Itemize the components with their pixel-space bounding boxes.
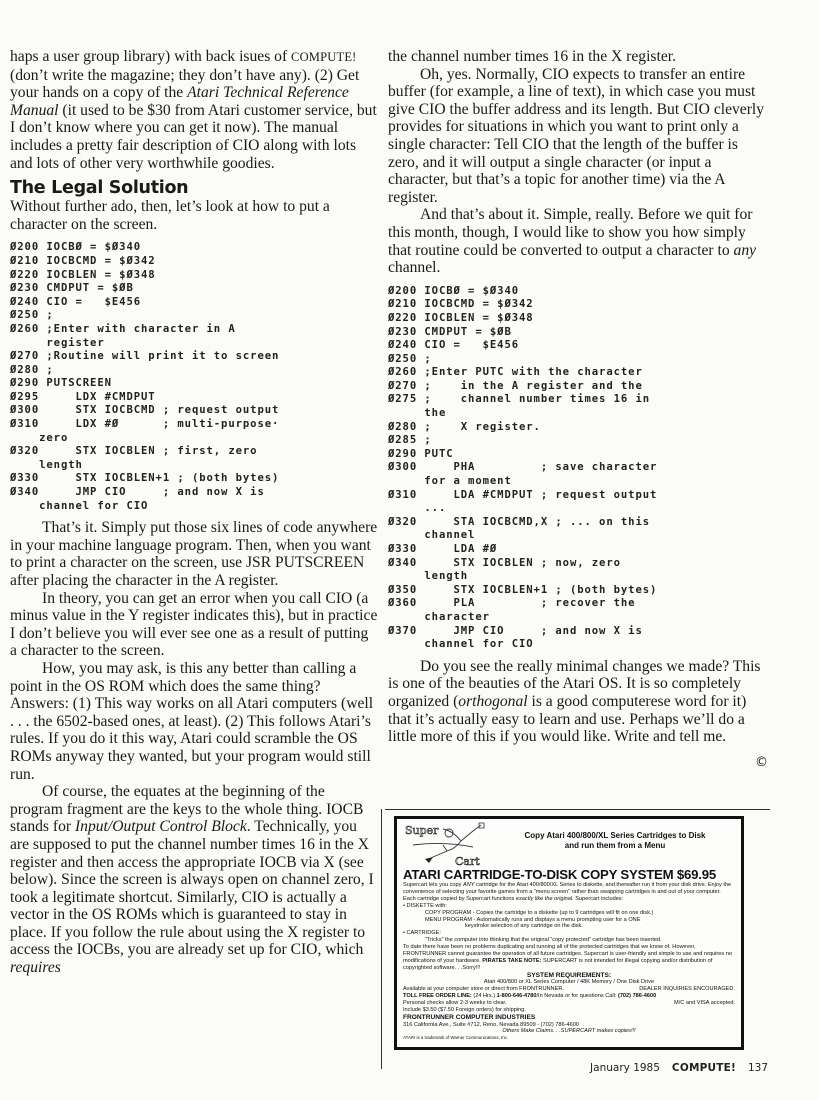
code-line: Ø240 CIO = $E456 (10, 295, 142, 308)
tagline-line: Copy Atari 400/800/XL Series Cartridges to Disk (524, 831, 706, 840)
code-listing (10, 241, 378, 513)
tagline-line: and run them from a Menu (564, 841, 666, 850)
code-line: the (388, 407, 447, 420)
text: channel. (388, 259, 441, 277)
code-line: Ø275 ; channel number times 16 in (388, 393, 651, 406)
code-listing (388, 285, 768, 652)
text: (don’t write the magazine; they don’t have any). (2) Get your hands on a copy of the (10, 66, 360, 102)
code-line: Ø210 IOCBCMD = $Ø342 (10, 254, 156, 267)
code-line: Ø370 JMP CIO ; and now X is (388, 624, 643, 637)
magazine-name: COMPUTE! (291, 50, 357, 64)
code-line: Ø310 LDA #CMDPUT ; request output (388, 488, 658, 501)
text: (24 Hrs.) (471, 993, 497, 1000)
text: haps a user group library) with back isues of (10, 48, 292, 65)
italic-term: Input/Output Control Block (74, 818, 247, 836)
code-line: Ø230 CMDPUT = $ØB (10, 282, 134, 295)
ad-trademark: ATARI is a trademark of Warner Communications, Inc. (403, 1035, 509, 1041)
paragraph: How, you may ask, is this any better than calling a point in the OS ROM which does the same thing? Answers: (1) This way works on all Atari computers (well . . . the 6502-based ones, at least). (2) This follows Atari’s rules. If you do it this way, Atari could scramble the OS ROMs anyway they wanted, but your program would still run. (10, 659, 374, 783)
ad-order-line (403, 993, 735, 1000)
code-line: length (10, 458, 83, 471)
ad-bullet: • CARTRIDGE: (403, 930, 441, 937)
code-line: Ø300 PHA ; save character (388, 461, 658, 474)
superhero-icon (403, 821, 495, 867)
code-line: register (10, 336, 105, 349)
ad-intro (403, 882, 735, 903)
ad-requirements: Atari 400/800 or XL Series Computer / 48K Memory / One Disk Drive (483, 979, 655, 986)
code-line: Ø270 ;Routine will print it to screen (10, 350, 280, 363)
code-line: Ø210 IOCBCMD = $Ø342 (388, 298, 534, 311)
italic-term: requires (10, 959, 61, 977)
page-number: 137 (747, 1062, 768, 1074)
paragraph: That’s it. Simply put those six lines of code anywhere in your machine language program. Then, when you want to print a character on the screen, use JSR PUTSCREEN after placing the character in the A register. (10, 519, 378, 589)
code-line: Ø250 ; (10, 309, 54, 322)
text: Supercart lets you copy (403, 882, 464, 888)
code-line: Ø270 ; in the A register and the (388, 379, 643, 392)
text: SUPERCART is not intended for illegal copying and/or distribution of copyrighted software. . .Sorry!!! (403, 957, 713, 971)
code-line: Ø360 PLA ; recover the (388, 597, 636, 610)
paragraph: the channel number times 16 in the X register. (388, 48, 676, 65)
code-line: Ø240 CIO = $E456 (388, 339, 520, 352)
code-line: Ø295 LDX #CMDPUT (10, 390, 156, 403)
section-heading: The Legal Solution (10, 178, 189, 199)
ad-payment (403, 1000, 735, 1007)
text: And that’s about it. Simple, really. Before we quit for this month, though, I would like to show you how simply that routine could be converted to output a character to (388, 206, 753, 259)
left-column (10, 48, 378, 977)
text: Of course, the equates at the beginning of the program fragment are the keys to the whole thing. IOCB stands for (10, 783, 364, 836)
ad-headline: ATARI CARTRIDGE-TO-DISK COPY SYSTEM $69.95 (403, 867, 717, 882)
right-column (388, 48, 768, 770)
code-line: Ø340 JMP CIO ; and now X is (10, 486, 265, 499)
ad-body (403, 882, 735, 1041)
ad-shipping: Include $3.50 ($7.50 Foreign orders) for shipping. (403, 1007, 526, 1013)
code-line: Ø330 LDA #Ø (388, 543, 498, 555)
ad-subitem: keystroke selection of any cartridge on the disk. (465, 923, 583, 930)
code-line: length (388, 570, 469, 583)
code-line: Ø330 STX IOCBLEN+1 ; (both bytes) (10, 472, 280, 485)
code-line: character (388, 610, 490, 623)
code-line: Ø200 IOCBØ = $Ø340 (10, 241, 142, 254)
text: To date there have been no problems duplicating and running all of the protected cartridges that we know of. However, FRONTRUNNER cannot guarantee the operation of all future cartridges. Supercart is user-friendly and simple to use and requires no modifications of your hardware. (403, 944, 732, 964)
ad-tagline (495, 821, 735, 867)
code-line: Ø320 STX IOCBLEN ; first, zero (10, 445, 258, 458)
paragraph (388, 206, 768, 276)
code-line: Ø290 PUTC (388, 447, 454, 460)
italic-term: any (733, 241, 757, 259)
code-line: Ø310 LDX #Ø ; multi-purpose· (10, 418, 280, 431)
advertisement (394, 816, 744, 1050)
paragraph: Oh, yes. Normally, CIO expects to transfer an entire buffer (for example, a line of text), in which case you must give CIO the buffer address and its length. But CIO cleverly provides for situations in which you want to print only a single character: Tell CIO that the length of the buffer is zero, and it will output a single character (or input a character, but that’s a topic for another time) via the A register. (388, 65, 765, 206)
ad-address: 316 California Ave., Suite #712, Reno, Nevada 89509 - (702) 786-4600 (403, 1021, 579, 1028)
paragraph (10, 48, 378, 172)
text: /In Nevada or for questions Call: (536, 993, 618, 1000)
code-line: zero (10, 431, 69, 444)
divider (385, 809, 770, 810)
ad-company: FRONTRUNNER COMPUTER INDUSTRIES (403, 1013, 536, 1021)
supercart-logo (403, 821, 495, 867)
ad-subitem: COPY PROGRAM - Copies the cartridge to a diskette (up to 9 cartridges will fit on one disk.) (425, 909, 654, 916)
logo-word-cart: Cart (455, 855, 480, 867)
code-line: Ø220 IOCBLEN = $Ø348 (10, 268, 156, 281)
issue-date: January 1985 (590, 1062, 660, 1074)
text: TOLL FREE ORDER LINE: (403, 993, 472, 1000)
text: exactly like the original. (515, 895, 574, 902)
phone-number: 1-800-646-4780 (496, 993, 537, 1000)
code-line: Ø290 PUTSCREEN (10, 377, 112, 390)
text: M/C and VISA accepted. (674, 1000, 735, 1007)
code-line: Ø220 IOCBLEN = $Ø348 (388, 311, 534, 324)
paragraph: In theory, you can get an error when you call CIO (a minus value in the Y register indicates this), but in practice I don’t believe you will ever see one as a result of putting a character to the screen. (10, 589, 378, 660)
book-title: Atari Technical Reference Manual (10, 84, 349, 119)
text: Supercart includes: (573, 895, 624, 902)
ad-paragraph (403, 944, 735, 972)
paragraph (388, 658, 768, 746)
code-line: Ø280 ; (10, 363, 54, 376)
code-line: channel (388, 529, 476, 542)
paragraph: Without further ado, then, let’s look at how to put a character on the screen. (10, 198, 330, 233)
code-line: channel for CIO (388, 638, 534, 651)
logo-word-super: Super (405, 824, 439, 837)
text: Available at your computer store or direct from FRONTRUNNER. (403, 986, 564, 993)
text: ANY (463, 882, 475, 888)
code-line: ... (388, 502, 447, 515)
text: cartridge for the Atari 400/800/XL Series to diskette, and thereafter run it from your disk drive. Enjoy the convenience of selecting your favorite games from a “menu screen” rather than swapping cartridges in and out of your computer. Each cartridge copied by Supercart functions (403, 882, 732, 902)
code-line: Ø260 ;Enter PUTC with the character (388, 366, 643, 379)
code-line: channel for CIO (10, 499, 149, 512)
ad-slogan: Others Make Claims. . .SUPERCART makes copies!!! (502, 1028, 636, 1035)
text: Do you see the really minimal changes we made? This is one of the beauties of the Atari OS. It is so completely organized ( (388, 657, 761, 710)
code-line: for a moment (388, 475, 512, 488)
ad-subitem: “Tricks” the computer into thinking that the original “copy protected” cartridge has been inserted. (425, 937, 662, 944)
ad-subheading: SYSTEM REQUIREMENTS: (526, 971, 612, 979)
ad-subitem: MENU PROGRAM - Automatically runs and displays a menu prompting user for a ONE (425, 916, 641, 923)
code-line: Ø230 CMDPUT = $ØB (388, 325, 512, 338)
end-of-article-mark: © (755, 754, 768, 770)
column-divider (381, 809, 382, 1069)
magazine-name: COMPUTE! (671, 1062, 736, 1074)
code-line: Ø285 ; (388, 434, 432, 447)
phone-number: (702) 786-4600 (617, 993, 657, 1000)
ad-bullet: • DISKETTE with: (403, 902, 447, 909)
code-line: Ø280 ; X register. (388, 420, 541, 433)
text: (it used to be $30 from Atari customer service, but I don’t know where you can get it now). The manual includes a pretty fair description of CIO along with lots and lots of other very worthwhile goodies. (10, 101, 377, 172)
code-line: Ø200 IOCBØ = $Ø340 (388, 284, 520, 297)
code-line: Ø250 ; (388, 352, 432, 365)
text: DEALER INQUIRIES ENCOURAGED. (639, 986, 735, 993)
text: is a good computerese word for it) that it’s actually easy to learn and use. Perhaps we’ll do a little more of this if you would like. Write and tell me. (388, 692, 747, 746)
text: . Technically, you are supposed to put the channel number times 16 in the X register and then access the appropriate IOCB via X (see below). Since the screen is always open on channel zero, I took a legitimate shortcut. Similarly, CIO is actually a vector in the OS ROMs which is guaranteed to stay in place. If you follow the rule about using the X register to access the IOCBs, you are already set up for CIO, which (10, 818, 374, 959)
code-line: Ø260 ;Enter with character in A (10, 322, 236, 335)
text: PIRATES TAKE NOTE: (482, 957, 542, 964)
text: Personal checks allow 2-3 weeks to clear. (403, 1000, 507, 1007)
ad-availability (403, 986, 735, 993)
page-footer (590, 1062, 768, 1074)
code-line: Ø340 STX IOCBLEN ; now, zero (388, 556, 621, 569)
paragraph (10, 783, 378, 977)
italic-term: orthogonal (458, 692, 528, 710)
code-line: Ø350 STX IOCBLEN+1 ; (both bytes) (388, 583, 658, 596)
code-line: Ø300 STX IOCBCMD ; request output (10, 404, 280, 417)
code-line: Ø320 STA IOCBCMD,X ; ... on this (388, 515, 651, 528)
